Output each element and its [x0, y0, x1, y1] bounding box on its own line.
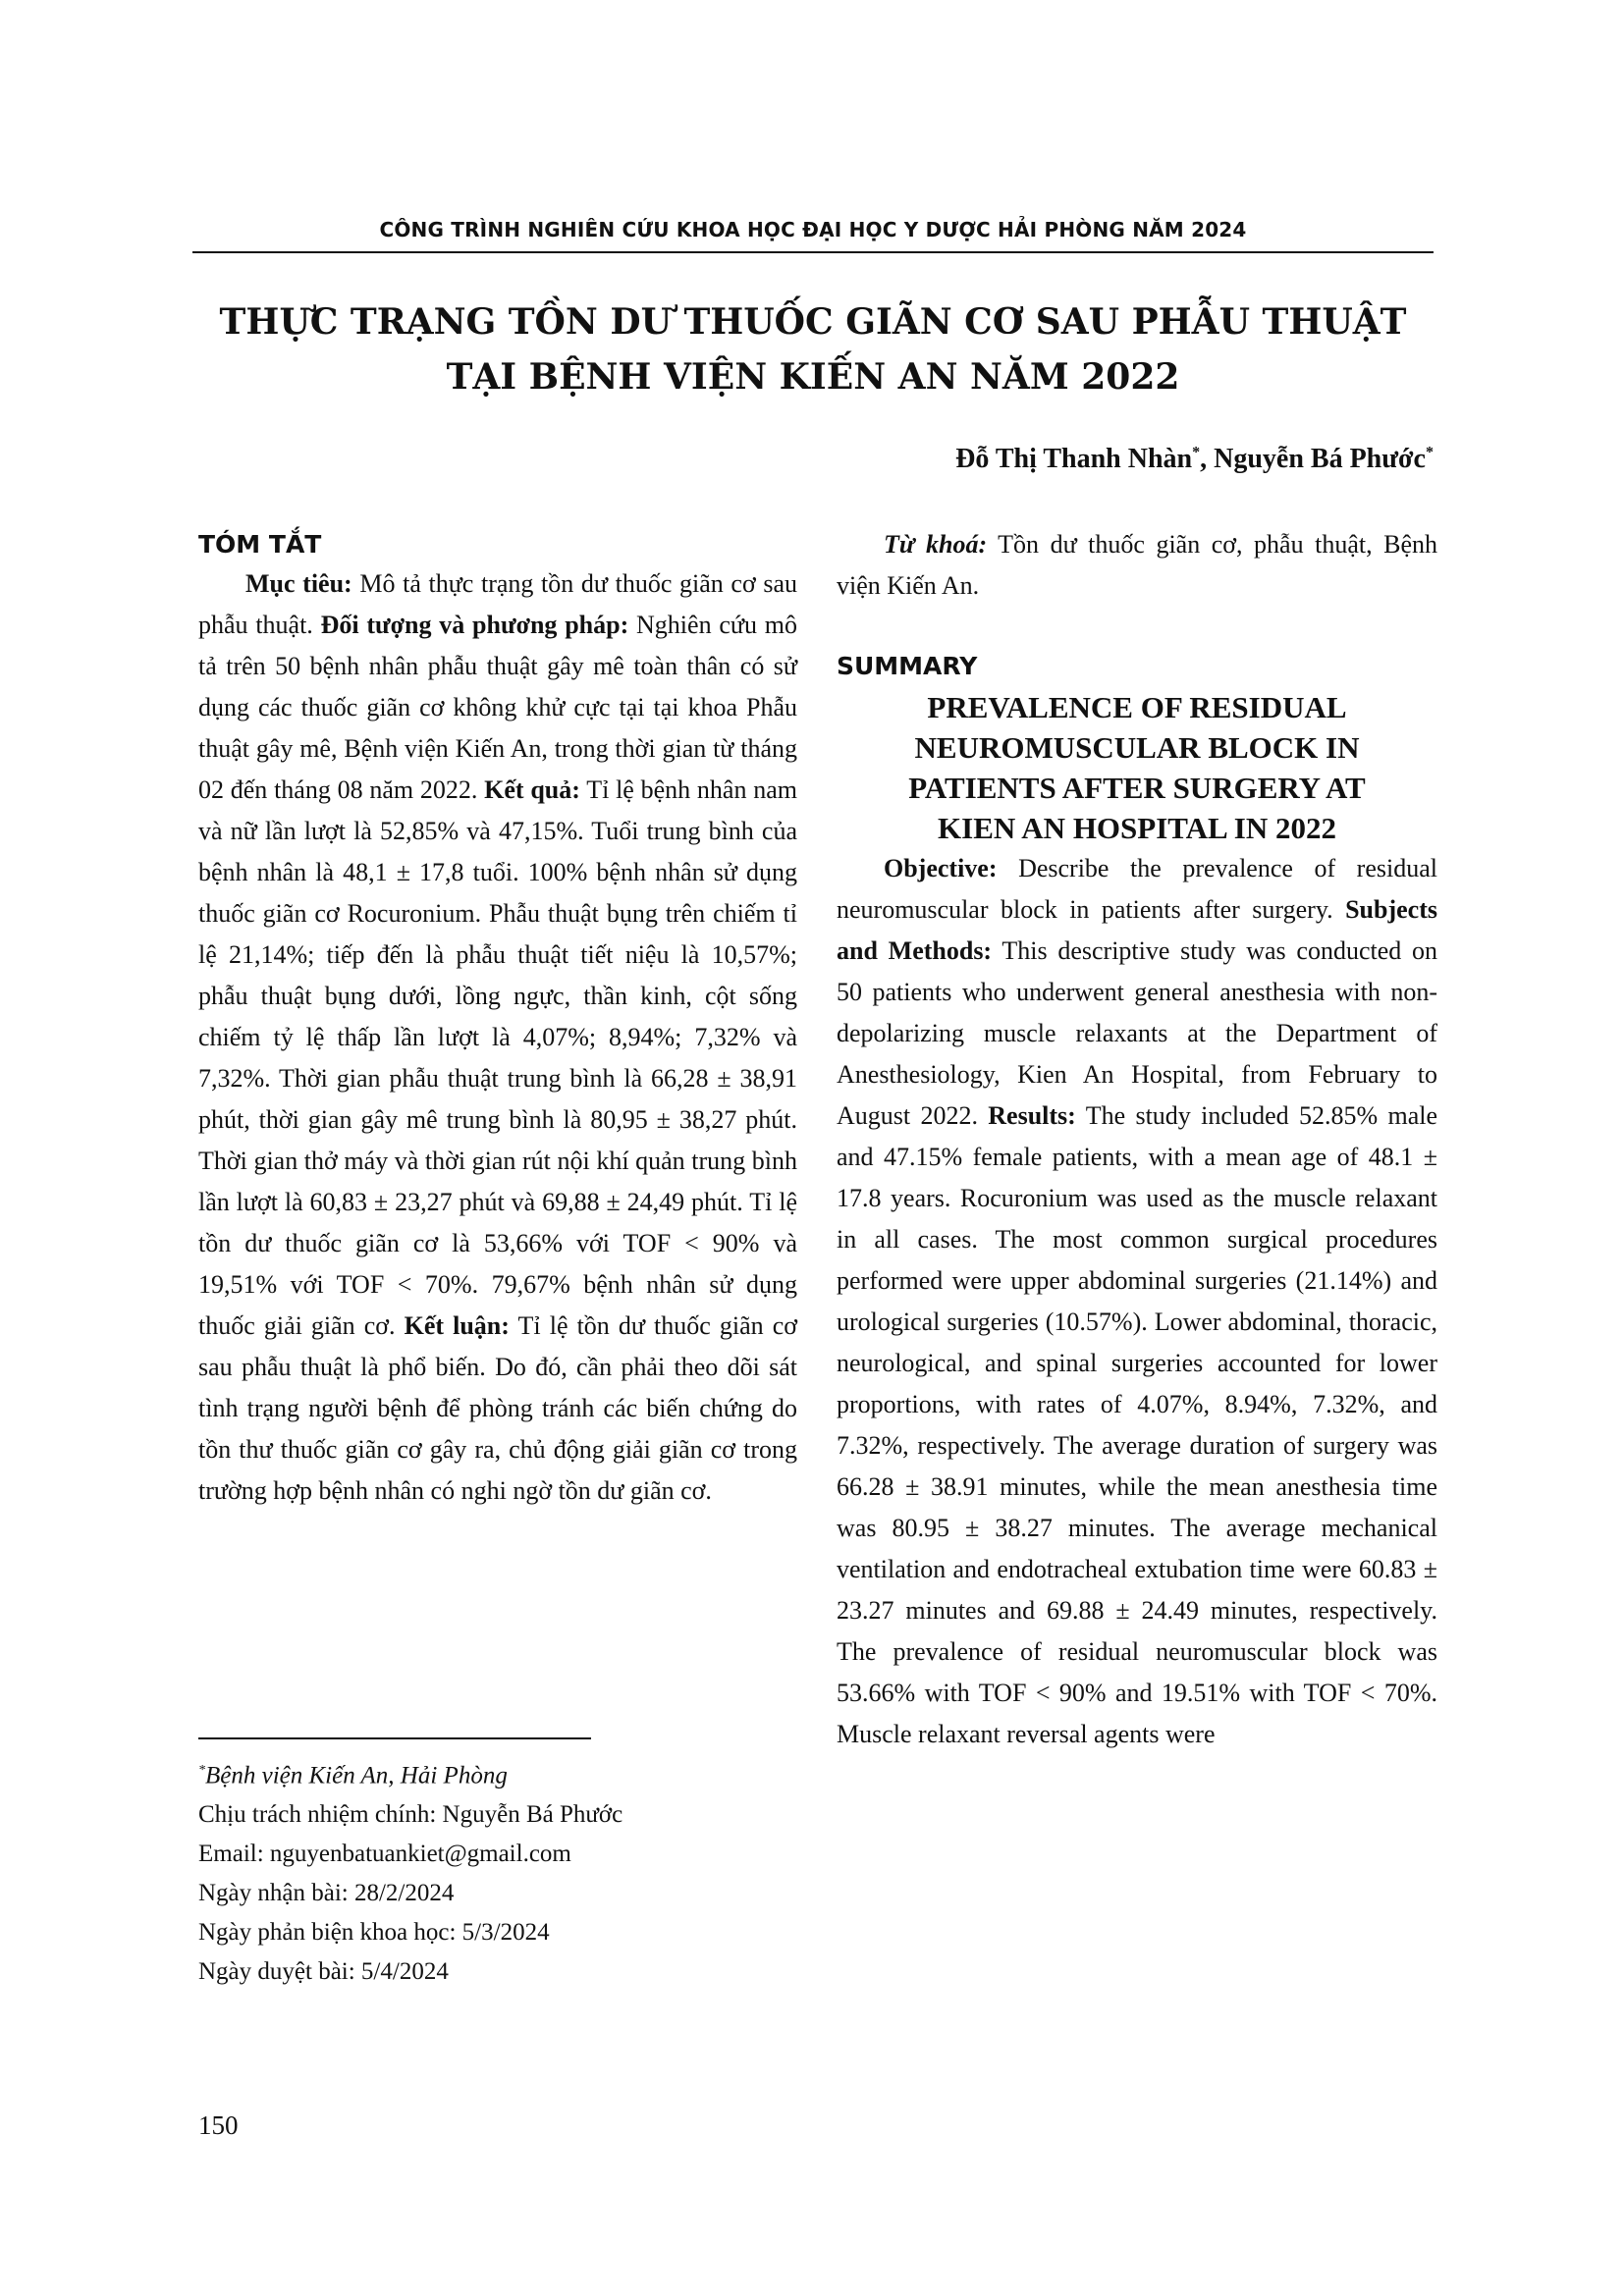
- methods-vi-label: Đối tượng và phương pháp:: [320, 611, 629, 639]
- abstract-vi-paragraph: [198, 563, 797, 1512]
- objective-vi-label: Mục tiêu:: [245, 569, 352, 598]
- page-number: 150: [198, 2110, 239, 2140]
- methods-vi-text: Nghiên cứu mô tả trên 50 bệnh nhân phẫu thuật gây mê toàn thân có sử dụng các thuốc giãn cơ không khử cực tại tại khoa Phẫu thuật gây mê, Bệnh viện Kiến An, trong thời gian từ tháng 02 đến tháng 08 năm 2022.: [198, 611, 797, 804]
- footnote-rule: [198, 1737, 591, 1739]
- right-column: [837, 524, 1437, 1755]
- keywords-vi-label: Từ khoá:: [884, 530, 988, 559]
- english-title-line-2: NEUROMUSCULAR BLOCK IN: [914, 730, 1360, 765]
- objective-en-text: Describe the prevalence of residual neuromuscular block in patients after surgery.: [837, 854, 1437, 924]
- methods-en-text: This descriptive study was conducted on 50 patients who underwent general anesthesia with non-depolarizing muscle relaxants at the Department of Anesthesiology, Kien An Hospital, from February to August 2022.: [837, 936, 1437, 1130]
- objective-vi-text: Mô tả thực trạng tồn dư thuốc giãn cơ sau phẫu thuật.: [198, 569, 797, 639]
- affiliation-text: Bệnh viện Kiến An, Hải Phòng: [205, 1762, 508, 1789]
- conclusion-vi-text: Tỉ lệ tồn dư thuốc giãn cơ sau phẫu thuật là phổ biến. Do đó, cần phải theo dõi sát tình trạng người bệnh để phòng tránh các biến chứng do tồn thư thuốc giãn cơ gây ra, chủ động giải giãn cơ trong trường hợp bệnh nhân có nghi ngờ tồn dư giãn cơ.: [198, 1311, 798, 1505]
- methods-en-label: Subjects and Methods:: [837, 895, 1437, 965]
- author-list: [955, 444, 1434, 475]
- objective-en-label: Objective:: [884, 854, 998, 882]
- conclusion-vi-label: Kết luận:: [404, 1311, 510, 1340]
- keywords-vi: [837, 524, 1437, 607]
- english-title-line-1: PREVALENCE OF RESIDUAL: [927, 690, 1347, 724]
- abstract-vi-heading: TÓM TẮT: [198, 530, 322, 559]
- title-line-1: THỰC TRẠNG TỒN DƯ THUỐC GIÃN CƠ SAU PHẪU THUẬT: [219, 301, 1407, 343]
- results-vi-text: Tỉ lệ bệnh nhân nam và nữ lần lượt là 52,85% và 47,15%. Tuổi trung bình của bệnh nhân là 48,1 ± 17,8 tuổi. 100% bệnh nhân sử dụng thuốc giãn cơ Rocuronium. Phẫu thuật bụng trên chiếm tỉ lệ 21,14%; tiếp đến là phẫu thuật tiết niệu là 10,57%; phẫu thuật bụng dưới, lồng ngực, thần kinh, cột sống chiếm tỷ lệ thấp lần lượt là 4,07%; 8,94%; 7,32% và 7,32%. Thời gian phẫu thuật trung bình là 66,28 ± 38,91 phút, thời gian gây mê trung bình là 80,95 ± 38,27 phút. Thời gian thở máy và thời gian rút nội khí quản trung bình lần lượt là 60,83 ± 23,27 phút và 69,88 ± 24,49 phút. Tỉ lệ tồn dư thuốc giãn cơ là 53,66% với TOF < 90% và 19,51% với TOF < 70%. 79,67% bệnh nhân sử dụng thuốc giải giãn cơ.: [198, 775, 797, 1340]
- summary-heading: SUMMARY: [837, 652, 978, 680]
- english-title-line-3: PATIENTS AFTER SURGERY AT: [908, 771, 1366, 805]
- abstract-en-paragraph: [837, 848, 1437, 1755]
- article-title: [192, 294, 1434, 404]
- author-1-mark: *: [1192, 444, 1201, 461]
- author-1: Đỗ Thị Thanh Nhàn: [955, 444, 1193, 474]
- title-line-2: TẠI BỆNH VIỆN KIẾN AN NĂM 2022: [446, 356, 1180, 398]
- journal-header: CÔNG TRÌNH NGHIÊN CỨU KHOA HỌC ĐẠI HỌC Y DƯỢC HẢI PHÒNG NĂM 2024: [379, 218, 1247, 241]
- author-2: Nguyễn Bá Phước: [1214, 444, 1426, 474]
- results-vi-label: Kết quả:: [484, 775, 580, 804]
- footnote-affiliation: [198, 1751, 807, 1795]
- author-separator: ,: [1200, 444, 1215, 474]
- footnote-received: Ngày nhận bài: 28/2/2024: [198, 1880, 455, 1907]
- footnote-accepted: Ngày duyệt bài: 5/4/2024: [198, 1958, 449, 1986]
- english-title: [837, 687, 1437, 848]
- footnote-corresponding: Chịu trách nhiệm chính: Nguyễn Bá Phước: [198, 1801, 623, 1829]
- keywords-vi-text: Tồn dư thuốc giãn cơ, phẫu thuật, Bệnh viện Kiến An.: [837, 530, 1438, 600]
- abstract-vi-body: [198, 563, 797, 1512]
- results-en-text: The study included 52.85% male and 47.15% female patients, with a mean age of 48.1 ± 17.8 years. Rocuronium was used as the muscle relaxant in all cases. The most common surgical procedures performed were upper abdominal surgeries (21.14%) and urological surgeries (10.57%). Lower abdominal, thoracic, neurological, and spinal surgeries accounted for lower proportions, with rates of 4.07%, 8.94%, 7.32%, and 7.32%, respectively. The average duration of surgery was 66.28 ± 38.91 minutes, while the mean anesthesia time was 80.95 ± 38.27 minutes. The average mechanical ventilation and endotracheal extubation time were 60.83 ± 23.27 minutes and 69.88 ± 24.49 minutes, respectively. The prevalence of residual neuromuscular block was 53.66% with TOF < 90% and 19.51% with TOF < 70%. Muscle relaxant reversal agents were: [837, 1101, 1437, 1748]
- author-2-mark: *: [1426, 444, 1434, 461]
- footnotes: [198, 1751, 807, 1992]
- header-rule: [192, 251, 1434, 253]
- footnote-mark: *: [198, 1763, 205, 1778]
- footnote-email: Email: nguyenbatuankiet@gmail.com: [198, 1841, 571, 1868]
- footnote-reviewed: Ngày phản biện khoa học: 5/3/2024: [198, 1919, 550, 1947]
- results-en-label: Results:: [988, 1101, 1076, 1130]
- english-title-line-4: KIEN AN HOSPITAL IN 2022: [938, 811, 1336, 845]
